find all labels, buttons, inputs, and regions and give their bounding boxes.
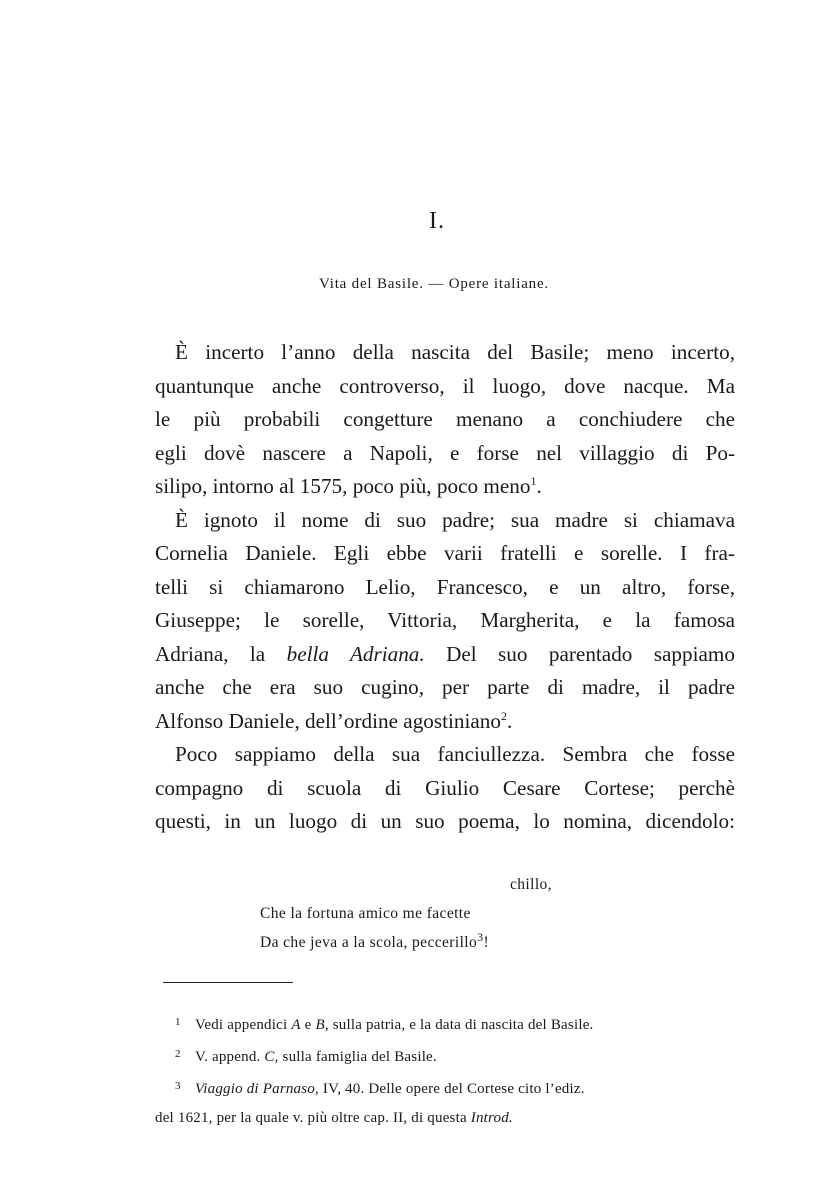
paragraph-2-line [155,638,735,672]
footnote-ref-1: 1 [530,473,537,488]
chapter-number: I. [429,208,445,234]
paragraph-1-line: le più probabili congetture menano a conchiudere che [155,407,735,431]
footnote-text: e [300,1017,316,1033]
footnote-text: Vedi appendici [195,1017,292,1033]
footnote-2 [155,1040,737,1072]
footnote-1 [155,1008,737,1040]
footnote-divider [163,982,293,983]
paragraph-2-last-line [155,705,735,739]
verse-line [260,928,552,957]
footnote-3-continuation [155,1104,737,1133]
paragraph-1-line: quantunque anche controverso, il luogo, dove nacque. Ma [155,373,735,398]
paragraph-1-period: . [536,474,542,498]
footnote-italic: A [291,1017,301,1033]
footnote-text: V. append. [195,1049,265,1065]
paragraph-2-text: Adriana, la [155,641,287,666]
footnote-ref-2: 2 [500,708,507,723]
footnote-text: del 1621, per la quale v. più oltre cap. II, di questa [155,1110,471,1126]
paragraph-1-last-line [155,470,735,504]
footnote-italic: C [264,1049,275,1065]
paragraph-3-line: questi, in un luogo di un suo poema, lo nomina, dicendolo: [155,809,735,833]
paragraph-2-line: È ignoto il nome di suo padre; sua madre si chiamava [175,507,735,532]
footnote-italic: B [315,1017,325,1033]
paragraph-3-line: Poco sappiamo della sua fanciullezza. Sembra che fosse [175,742,735,766]
footnote-number: 2 [175,1048,181,1060]
paragraph-1-line: È incerto l’anno della nascita del Basile; meno incerto, [175,340,735,364]
footnote-ref-3: 3 [477,929,484,944]
footnote-3 [155,1072,737,1104]
footnotes [155,1008,737,1133]
paragraph-3-line: compagno di scuola di Giulio Cesare Cortese; perchè [155,775,735,800]
paragraph-1-line: egli dovè nascere a Napoli, e forse nel villaggio di Po- [155,440,735,465]
footnote-number: 3 [175,1080,181,1092]
verse-line: Che la fortuna amico me facette [260,905,471,922]
footnote-italic: Introd. [470,1110,513,1126]
italic-phrase: bella Adriana. [286,641,425,666]
footnote-text: , sulla patria, e la data di nascita del Basile. [324,1017,594,1033]
footnote-number: 1 [175,1016,181,1028]
verse-line: chillo, [510,876,552,893]
paragraph-2-line: telli si chiamarono Lelio, Francesco, e un altro, forse, [155,574,735,599]
verse-exclamation: ! [483,934,490,951]
paragraph-2-text: Del suo parentado sappiamo [424,641,735,666]
paragraph-2-line: Cornelia Daniele. Egli ebbe varii fratelli e sorelle. I fra- [155,541,735,565]
chapter-title: Vita del Basile. — Opere italiane. [319,276,549,292]
footnote-italic: Viaggio di Parnaso [195,1081,315,1097]
body-text [155,336,735,839]
paragraph-2-period: . [506,708,513,733]
paragraph-2-line: Giuseppe; le sorelle, Vittoria, Margherita, e la famosa [155,608,735,632]
footnote-text: , IV, 40. Delle opere del Cortese cito l’ediz. [315,1081,585,1097]
verse-quote [260,870,552,957]
paragraph-2-line: anche che era suo cugino, per parte di madre, il padre [155,675,735,699]
paragraph-1-text: silipo, intorno al 1575, poco più, poco meno [155,474,531,498]
footnote-text: , sulla famiglia del Basile. [274,1049,437,1065]
paragraph-2-text: Alfonso Daniele, dell’ordine agostiniano [155,708,501,733]
verse-text: Da che jeva a la scola, peccerillo [260,934,478,951]
